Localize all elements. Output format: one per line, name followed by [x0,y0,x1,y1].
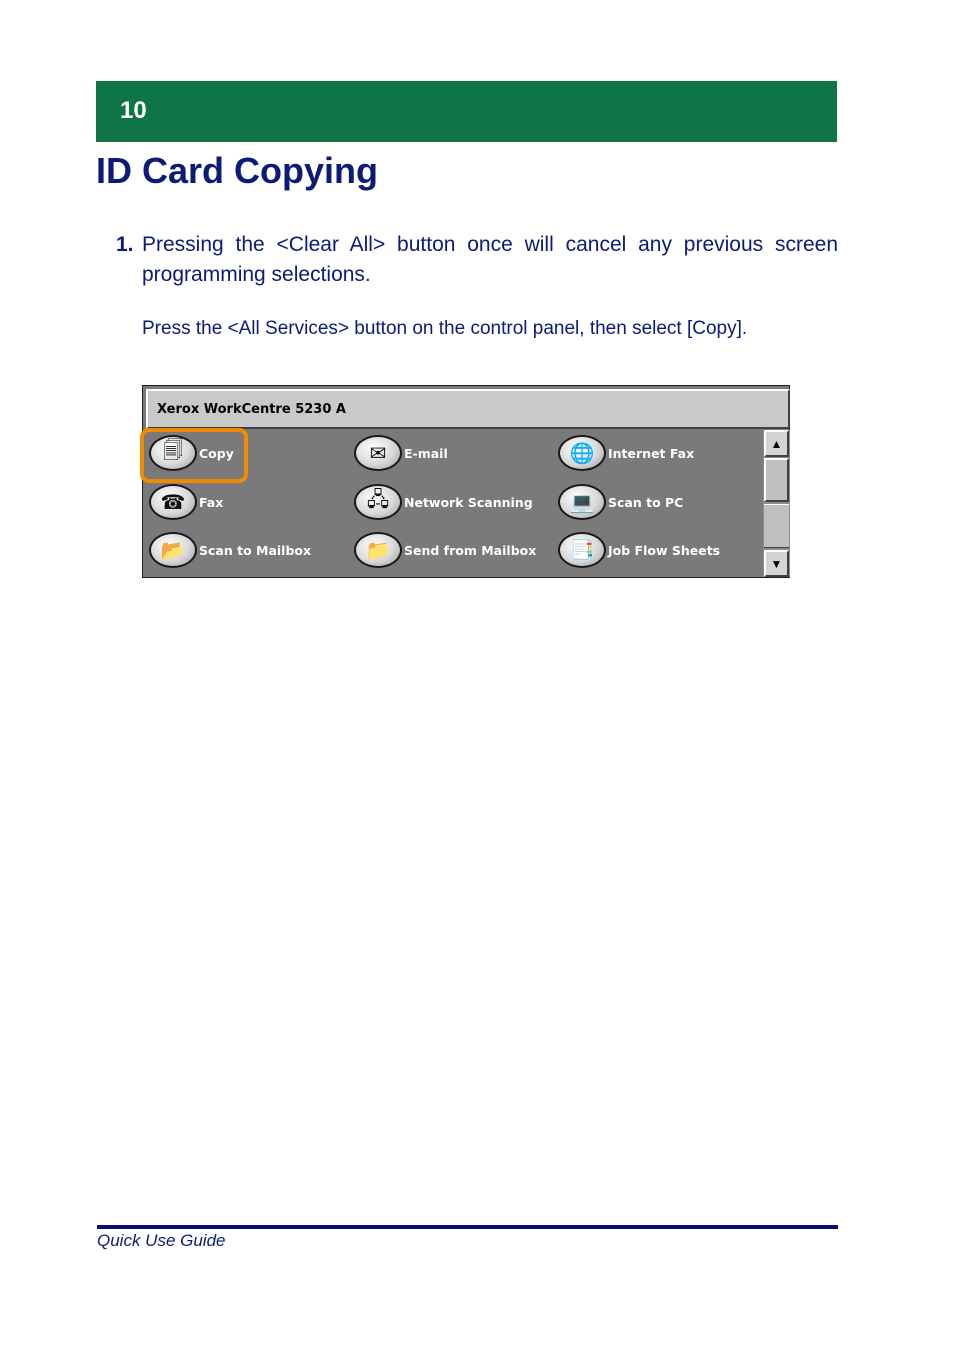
fax-icon: ☎ [149,484,197,520]
copy-highlight-box [140,428,248,483]
arrow-down-icon: ▼ [770,556,783,571]
footer-text: Quick Use Guide [97,1231,226,1250]
network-scanning-icon: 🖧 [354,484,402,520]
service-fax[interactable] [149,482,223,522]
internet-fax-icon: 🌐 [558,435,606,471]
scan-to-pc-icon: 💻 [558,484,606,520]
copy-icon: 🗐 [149,435,197,471]
scan-to-mailbox-icon: 📂 [149,532,197,568]
service-label: Job Flow Sheets [608,542,721,558]
service-internet-fax[interactable] [558,433,694,473]
service-email[interactable] [354,433,448,473]
service-scan-to-mailbox[interactable] [149,530,311,570]
step-text: Pressing the <Clear All> button once will cancel any previous screen programming selections. [142,233,838,286]
page-title: ID Card Copying [96,150,379,191]
job-flow-sheets-icon: 📑 [558,532,606,568]
screen-title: Xerox WorkCentre 5230 A [146,389,790,429]
service-label: E-mail [404,445,448,461]
footer-rule [97,1225,838,1229]
arrow-up-icon: ▲ [770,436,783,451]
service-network-scanning[interactable] [354,482,533,522]
step-1 [116,230,838,290]
service-label: Fax [199,494,224,510]
service-scan-to-pc[interactable] [558,482,683,522]
scroll-down-button[interactable] [764,550,789,577]
page-number: 10 [120,97,147,124]
email-icon: ✉ [354,435,402,471]
service-send-from-mailbox[interactable] [354,530,536,570]
send-from-mailbox-icon: 📁 [354,532,402,568]
service-label: Internet Fax [608,445,695,461]
service-label: Network Scanning [404,494,533,510]
service-label: Scan to PC [608,494,684,510]
service-label: Copy [199,445,234,461]
service-job-flow-sheets[interactable] [558,530,720,570]
step-subtext: Press the <All Services> button on the control panel, then select [Copy]. [142,318,748,339]
service-label: Scan to Mailbox [199,542,312,558]
scroll-up-button[interactable] [764,430,789,457]
page-header [96,81,837,142]
step-number: 1. [116,233,134,256]
service-label: Send from Mailbox [404,542,537,558]
scrollbar[interactable] [763,430,790,577]
scroll-thumb[interactable] [764,458,789,502]
scroll-track[interactable] [764,504,789,548]
